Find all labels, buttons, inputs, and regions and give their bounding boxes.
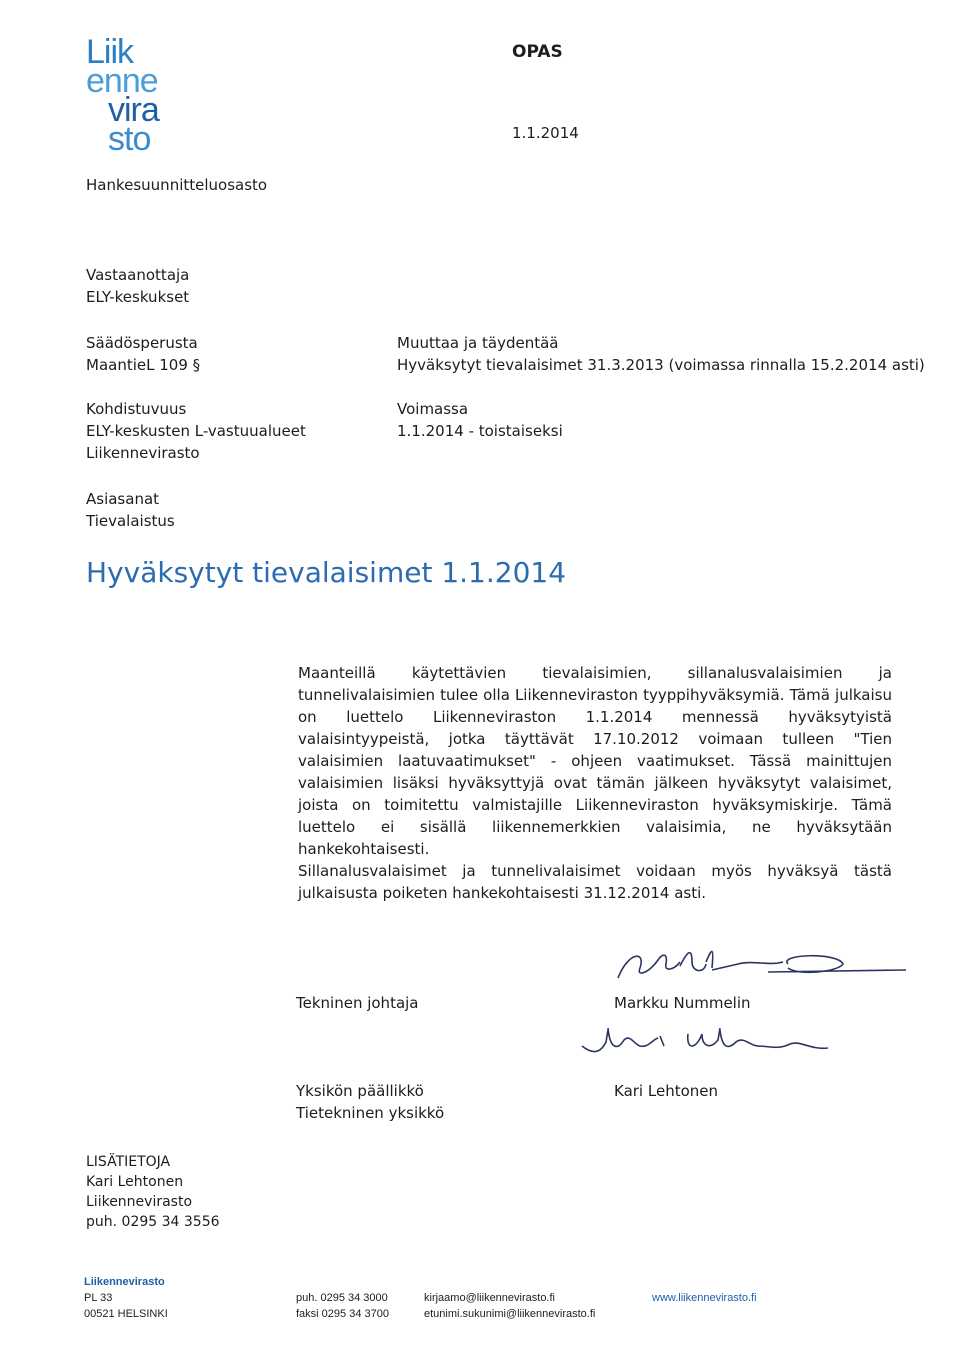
target-value-2: Liikennevirasto xyxy=(86,444,200,462)
amends-value: Hyväksytyt tievalaisimet 31.3.2013 (voimassa rinnalla 15.2.2014 asti) xyxy=(397,356,925,374)
recipient-label: Vastaanottaja xyxy=(86,266,190,284)
document-type: OPAS xyxy=(512,42,563,62)
footer-address xyxy=(84,1274,168,1322)
target-label: Kohdistuvuus xyxy=(86,400,187,418)
basis-label: Säädösperusta xyxy=(86,334,198,352)
signer-1-name: Markku Nummelin xyxy=(614,994,751,1012)
document-title: Hyväksytyt tievalaisimet 1.1.2014 xyxy=(86,556,567,589)
signature-lehtonen xyxy=(578,1020,848,1070)
footer-phones xyxy=(296,1290,389,1322)
liikennevirasto-logo xyxy=(86,33,196,158)
signer-1-role: Tekninen johtaja xyxy=(296,994,419,1012)
footer-emails xyxy=(424,1290,595,1322)
footer-fax: faksi 0295 34 3700 xyxy=(296,1308,389,1320)
signer-2-role-line-1: Yksikön päällikkö xyxy=(296,1082,424,1100)
footer-pobox: PL 33 xyxy=(84,1292,113,1304)
recipient-block xyxy=(86,264,189,308)
subject-value: Tievalaistus xyxy=(86,512,175,530)
more-info-block xyxy=(86,1152,220,1232)
more-info-phone: puh. 0295 34 3556 xyxy=(86,1214,220,1230)
footer-web xyxy=(652,1290,757,1306)
amends-label: Muuttaa ja täydentää xyxy=(397,334,559,352)
more-info-name: Kari Lehtonen xyxy=(86,1174,184,1190)
logo-line-4: sto xyxy=(108,120,151,158)
target-value-1: ELY-keskusten L-vastuualueet xyxy=(86,422,306,440)
signer-2-role-line-2: Tietekninen yksikkö xyxy=(296,1104,445,1122)
basis-block xyxy=(86,332,200,376)
logo-line-3: vira xyxy=(108,91,159,129)
target-block xyxy=(86,398,306,464)
issuing-unit: Hankesuunnitteluosasto xyxy=(86,176,268,194)
subject-block xyxy=(86,488,175,532)
footer-phone: puh. 0295 34 3000 xyxy=(296,1292,388,1304)
amends-block xyxy=(397,332,925,376)
more-info-org: Liikennevirasto xyxy=(86,1194,193,1210)
footer-email-1[interactable]: kirjaamo@liikennevirasto.fi xyxy=(424,1292,555,1304)
footer-city: 00521 HELSINKI xyxy=(84,1308,168,1320)
basis-value: MaantieL 109 § xyxy=(86,356,201,374)
footer-web-link[interactable]: www.liikennevirasto.fi xyxy=(652,1292,757,1304)
footer-email-2[interactable]: etunimi.sukunimi@liikennevirasto.fi xyxy=(424,1308,596,1320)
more-info-label: LISÄTIETOJA xyxy=(86,1154,171,1170)
recipient-value: ELY-keskukset xyxy=(86,288,190,306)
document-date: 1.1.2014 xyxy=(512,124,579,142)
body-paragraph-1: Maanteillä käytettävien tievalaisimien, sillanalusvalaisimien ja tunnelivalaisimien tulee olla Liikenneviraston tyyppihyväksymiä. Tämä julkaisu on luettelo Liikenneviraston 1.1.2014 mennessä hyväksytyistä valaisintyypeistä, jotka täyttävät 17.10.2012 voimaan tulleen "Tien valaisimien laatuvaatimukset" - ohjeen vaatimukset. Tässä mainittujen valaisimien lisäksi hyväksyttyjä ovat tämän jälkeen hyväksytyt valaisimet, joista on toimitettu valmistajille Liikenneviraston hyväksymiskirje. Tämä luettelo ei sisällä liikennemerkkien valaisimia, ne hyväksytään hankekohtaisesti. xyxy=(298,664,892,858)
signer-2-role xyxy=(296,1080,444,1124)
body-paragraph-2: Sillanalusvalaisimet ja tunnelivalaisimet voidaan myös hyväksyä tästä julkaisusta poiketen hankekohtaisesti 31.12.2014 asti. xyxy=(298,862,892,902)
footer-org: Liikennevirasto xyxy=(84,1276,165,1288)
validity-label: Voimassa xyxy=(397,400,469,418)
logo-line-1: Liik xyxy=(86,33,134,71)
logo-line-2: enne xyxy=(86,62,158,100)
validity-value: 1.1.2014 - toistaiseksi xyxy=(397,422,563,440)
validity-block xyxy=(397,398,563,442)
signer-2-name: Kari Lehtonen xyxy=(614,1082,718,1100)
subject-label: Asiasanat xyxy=(86,490,160,508)
